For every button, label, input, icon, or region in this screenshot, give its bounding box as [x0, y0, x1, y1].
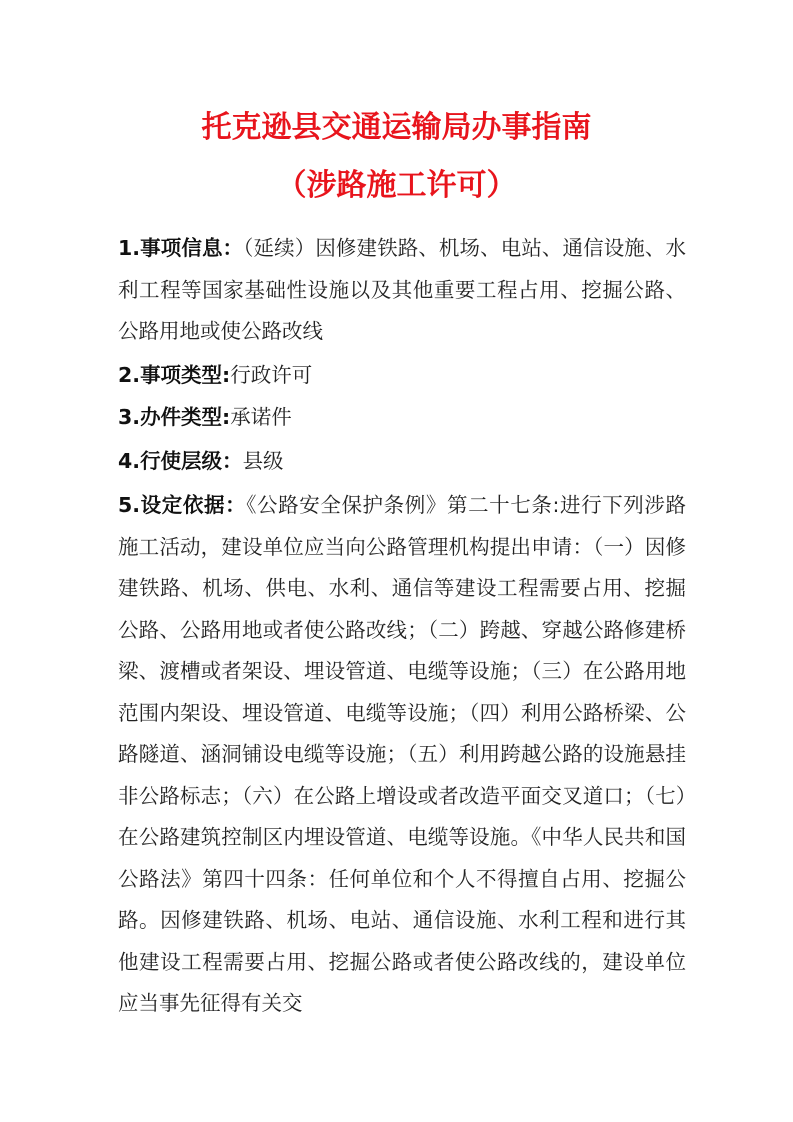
item-value: 县级 [242, 449, 284, 473]
item-label: 事项类型: [140, 363, 231, 387]
item-legal-basis [118, 485, 686, 1025]
item-case-type [118, 397, 686, 439]
item-number: 1. [118, 236, 141, 260]
item-label: 办件类型: [140, 405, 231, 429]
item-value: 承诺件 [230, 405, 292, 429]
item-number: 4. [118, 449, 141, 473]
item-label: 设定依据： [140, 493, 247, 517]
item-value: 《公路安全保护条例》第二十七条:进行下列涉路施工活动，建设单位应当向公路管理机构提出申请：（一）因修建铁路、机场、供电、水利、通信等建设工程需要占用、挖掘公路、公路用地或者使公路改线；（二）跨越、穿越公路修建桥梁、渡槽或者架设、埋设管道、电缆等设施；（三）在公路用地范围内架设、埋设管道、电缆等设施；（四）利用公路桥梁、公路隧道、涵洞铺设电缆等设施；（五）利用跨越公路的设施悬挂非公路标志；（六）在公路上增设或者改造平面交叉道口；（七）在公路建筑控制区内埋设管道、电缆等设施。《中华人民共和国公路法》第四十四条：任何单位和个人不得擅自占用、挖掘公路。因修建铁路、机场、电站、通信设施、水利工程和进行其他建设工程需要占用、挖掘公路或者使公路改线的，建设单位应当事先征得有关交 [118, 493, 687, 1015]
item-value: 行政许可 [230, 363, 313, 387]
item-label: 事项信息： [140, 236, 244, 260]
item-matter-type [118, 355, 686, 397]
document-title: 托克逊县交通运输局办事指南 [201, 110, 592, 145]
item-label: 行使层级： [140, 449, 243, 473]
item-number: 3. [118, 405, 141, 429]
item-number: 5. [118, 493, 141, 517]
item-value: （延续）因修建铁路、机场、电站、通信设施、水利工程等国家基础性设施以及其他重要工程占用、挖掘公路、公路用地或使公路改线 [118, 236, 687, 343]
item-matter-info [118, 228, 686, 353]
item-number: 2. [118, 363, 141, 387]
item-exercise-level [118, 441, 686, 483]
document-subtitle: （涉路施工许可） [276, 168, 517, 203]
